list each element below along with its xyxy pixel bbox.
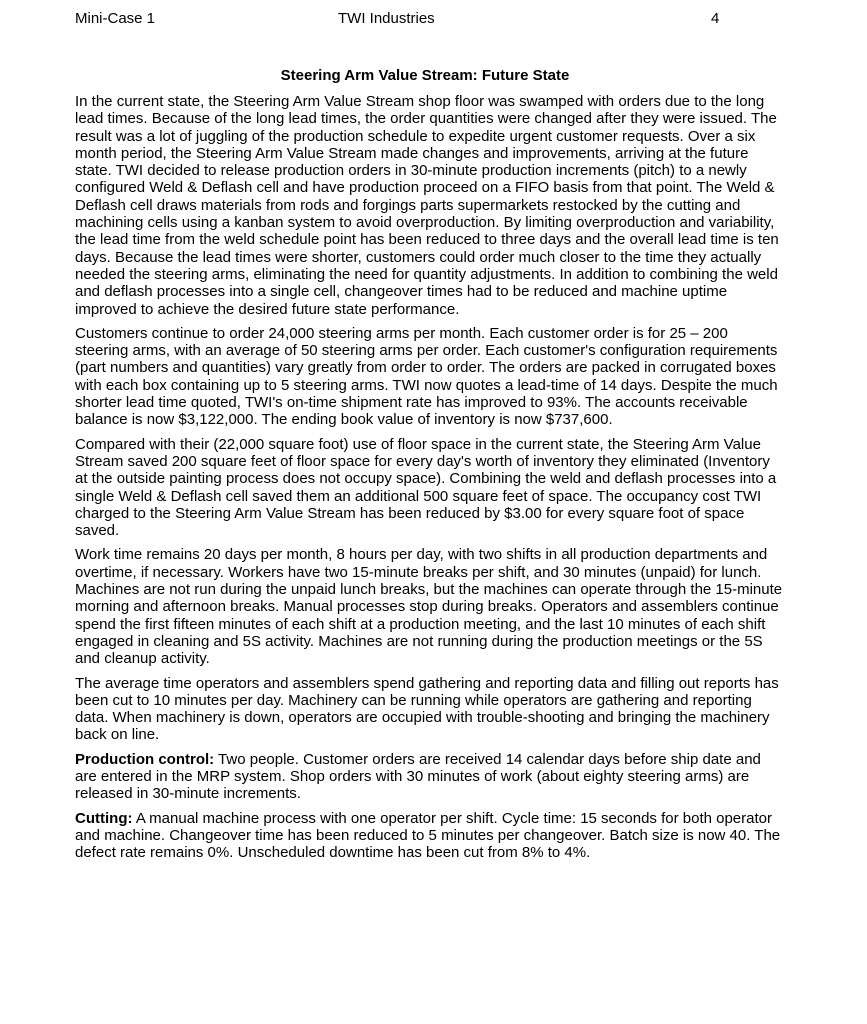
cutting-label: Cutting: bbox=[75, 809, 133, 827]
page-header bbox=[0, 10, 867, 28]
page-title: Steering Arm Value Stream: Future State bbox=[280, 67, 570, 84]
paragraph-work-time: Work time remains 20 days per month, 8 hours per day, with two shifts in all production departments and overtime, if necessary. Workers have two 15-minute breaks per shift, and 30 minutes (unpaid) for lunch. Machines are not run during the unpaid lunch breaks, but the machines can operate through the 15-minute morning and afternoon breaks. Manual processes stop during breaks. Operators and assemblers continue spend the first fifteen minutes of each shift at a production meeting, and the last 10 minutes of each shift engaged in cleaning and 5S activity. Machines are not running during the production meetings or the 5S and cleanup activity. bbox=[75, 546, 783, 668]
production-control-text: Two people. Customer orders are received 14 calendar days before ship date and are entered in the MRP system. Shop orders with 30 minutes of work (about eighty steering arms) are released in 30-minute increments. bbox=[75, 750, 761, 803]
paragraph-data-gathering: The average time operators and assemblers spend gathering and reporting data and filling out reports has been cut to 10 minutes per day. Machinery can be running while operators are gathering and reporting data. When machinery is down, operators are occupied with trouble-shooting and bringing the machinery back on line. bbox=[75, 674, 779, 744]
header-company-name: TWI Industries bbox=[338, 10, 435, 27]
header-page-number: 4 bbox=[711, 10, 720, 27]
cutting-text: A manual machine process with one operator per shift. Cycle time: 15 seconds for both operator and machine. Changeover time has been reduced to 5 minutes per changeover. Batch size is now 40. The defect rate remains 0%. Unscheduled downtime has been cut from 8% to 4%. bbox=[75, 809, 781, 862]
paragraph-cutting bbox=[75, 810, 785, 862]
paragraph-current-state: In the current state, the Steering Arm Value Stream shop floor was swamped with orders due to the long lead times. Because of the long lead times, the order quantities were changed after they were issued. The result was a lot of juggling of the production schedule to expedite urgent customer requests. Over a six month period, the Steering Arm Value Stream made changes and improvements, arriving at the future state. TWI decided to release production orders in 30-minute production increments (pitch) to a newly configured Weld & Deflash cell and have production proceed on a FIFO basis from that point. The Weld & Deflash cell draws materials from rods and forgings parts supermarkets restocked by the cutting and machining cells using a kanban system to avoid overproduction. By limiting overproduction and variability, the lead time from the weld schedule point has been reduced to three days and the overall lead time is ten days. Because the lead times were shorter, customers could order much closer to the time they actually needed the steering arms, eliminating the need for quantity adjustments. In addition to combining the weld and deflash processes into a single cell, changeover times had to be reduced and machine uptime improved to achieve the desired future state performance. bbox=[75, 93, 779, 318]
document-body bbox=[75, 93, 785, 868]
header-case-label: Mini-Case 1 bbox=[75, 10, 156, 27]
production-control-label: Production control: bbox=[75, 750, 215, 768]
paragraph-customer-orders: Customers continue to order 24,000 steering arms per month. Each customer order is for 25 – 200 steering arms, with an average of 50 steering arms per order. Each customer's configuration requirements (part numbers and quantities) vary greatly from order to order. The orders are packed in corrugated boxes with each box containing up to 5 steering arms. TWI now quotes a lead-time of 14 days. Despite the much shorter lead time quoted, TWI's on-time shipment rate has improved to 93%. The accounts receivable balance is now $3,122,000. The ending book value of inventory is now $737,600. bbox=[75, 324, 778, 429]
paragraph-floor-space: Compared with their (22,000 square foot) use of floor space in the current state, the Steering Arm Value Stream saved 200 square feet of floor space for every day's worth of inventory they eliminated (Inventory at the outside painting process does not occupy space). Combining the weld and deflash processes into a single Weld & Deflash cell saved them an additional 500 square feet of space. The occupancy cost TWI charged to the Steering Arm Value Stream has been reduced by $3.00 for every square foot of space saved. bbox=[75, 435, 777, 540]
paragraph-production-control bbox=[75, 751, 785, 803]
